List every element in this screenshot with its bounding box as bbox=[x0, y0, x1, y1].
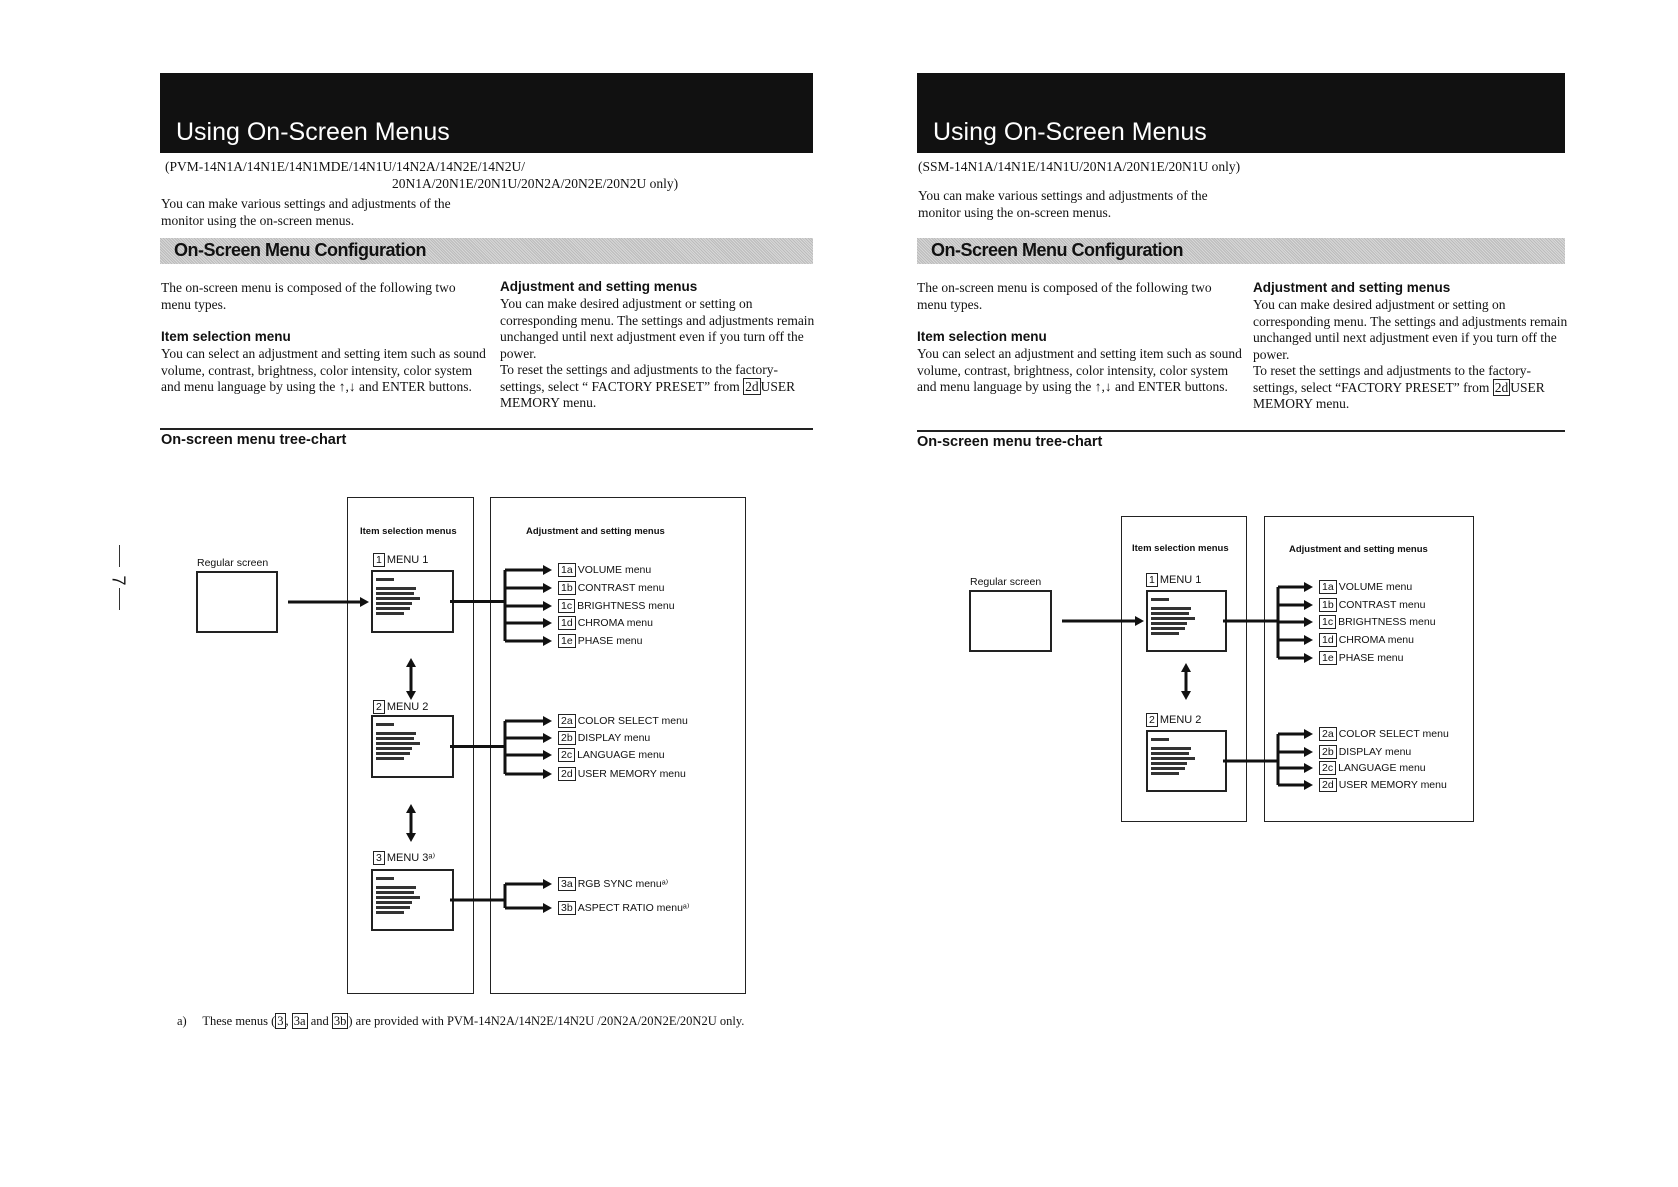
menu-tag: 1e bbox=[558, 634, 576, 648]
screen-text-line bbox=[376, 732, 416, 735]
menu-screen-thumbnail bbox=[1146, 730, 1227, 792]
footnote-text: These menus ( bbox=[202, 1014, 276, 1028]
regular-screen-box bbox=[969, 590, 1052, 652]
tree-chart-title: On-screen menu tree-chart bbox=[161, 432, 347, 448]
menu-item-label: USER MEMORY menu bbox=[577, 768, 686, 780]
menu-name: MENU 2 bbox=[1159, 714, 1202, 726]
screen-text-line bbox=[1151, 772, 1179, 775]
screen-text-line bbox=[1151, 757, 1195, 760]
menu-name: MENU 1 bbox=[1159, 574, 1202, 586]
menu-tag: 2 bbox=[373, 700, 385, 714]
menu-tag: 1d bbox=[558, 616, 576, 630]
adjustment-menu-item bbox=[558, 581, 664, 595]
screen-text-line bbox=[376, 592, 414, 595]
menu-tag: 2c bbox=[558, 748, 575, 762]
model-list-line1: (SSM-14N1A/14N1E/14N1U/20N1A/20N1E/20N1U only) bbox=[918, 159, 1241, 174]
adjustment-menu-item bbox=[1319, 761, 1426, 775]
menu-item-label: PHASE menu bbox=[577, 635, 643, 647]
adjustment-menu-item bbox=[558, 563, 651, 577]
item-selection-title: Item selection menu bbox=[161, 329, 291, 344]
model-list-line2: 20N1A/20N1E/20N1U/20N2A/20N2E/20N2U only) bbox=[392, 176, 679, 191]
menu-item-label: CONTRAST menu bbox=[1338, 599, 1426, 611]
screen-text-line bbox=[376, 877, 394, 880]
menu-tag: 1c bbox=[1319, 615, 1336, 629]
menu-tag: 3 bbox=[373, 851, 385, 865]
screen-text-line bbox=[1151, 762, 1187, 765]
adjustment-text-3: USER MEMORY menu. bbox=[500, 378, 796, 410]
menu-tag: 3b bbox=[558, 901, 576, 915]
screen-text-line bbox=[376, 911, 404, 914]
adjustment-menu-item bbox=[558, 748, 665, 762]
menu-name: MENU 2 bbox=[386, 701, 429, 713]
menu-tag: 3a bbox=[293, 1014, 306, 1028]
adjustment-text-3: USER MEMORY menu. bbox=[1253, 379, 1545, 411]
menu-label bbox=[373, 700, 428, 714]
menu-item-label: VOLUME menu bbox=[1338, 581, 1413, 593]
header-title: Using On-Screen Menus bbox=[933, 118, 1207, 146]
menu-tag: 1e bbox=[1319, 651, 1337, 665]
menu-tag: 2d bbox=[558, 767, 576, 781]
screen-text-line bbox=[1151, 767, 1185, 770]
menu-tag: 1c bbox=[558, 599, 575, 613]
menu-screen-thumbnail bbox=[1146, 590, 1227, 652]
screen-text-line bbox=[1151, 622, 1187, 625]
screen-text-line bbox=[376, 612, 404, 615]
adjustment-text-2: To reset the settings and adjustments to the factory-settings, select “FACTORY PRESET” from bbox=[1253, 363, 1531, 395]
menu-tag: 2 bbox=[1146, 713, 1158, 727]
item-selection-text: You can select an adjustment and setting item such as sound volume, contrast, brightness, color intensity, color system and menu language by using the ↑,↓ and ENTER buttons. bbox=[161, 346, 486, 394]
screen-text-line bbox=[376, 597, 420, 600]
menu-tag: 2c bbox=[1319, 761, 1336, 775]
adjustment-menu-item bbox=[1319, 727, 1449, 741]
divider bbox=[160, 428, 813, 430]
menu-label bbox=[373, 553, 428, 567]
section-heading: On-Screen Menu Configuration bbox=[917, 238, 1565, 264]
footnote-marker: a) bbox=[177, 1014, 187, 1028]
adjustment-title: Adjustment and setting menus bbox=[1253, 280, 1451, 295]
adjustment-menu-item bbox=[558, 616, 653, 630]
item-selection-heading: Item selection menus bbox=[360, 526, 457, 537]
screen-text-line bbox=[376, 607, 410, 610]
adjustment-menu-item bbox=[1319, 778, 1447, 792]
intro-text: You can make various settings and adjustments of the monitor using the on-screen menus. bbox=[918, 188, 1208, 220]
screen-text-line bbox=[376, 906, 410, 909]
menu-item-label: DISPLAY menu bbox=[577, 732, 651, 744]
adjustment-menu-item bbox=[1319, 615, 1436, 629]
item-selection-heading: Item selection menus bbox=[1132, 543, 1229, 554]
screen-text-line bbox=[1151, 752, 1189, 755]
screen-text-line bbox=[376, 723, 394, 726]
menu-tag: 2d bbox=[1319, 778, 1337, 792]
page-number-rule bbox=[119, 545, 120, 567]
adjustment-menu-item bbox=[558, 714, 688, 728]
menu-tag: 3 bbox=[277, 1014, 284, 1028]
adjustment-menu-item bbox=[558, 901, 689, 915]
screen-text-line bbox=[376, 896, 420, 899]
screen-text-line bbox=[1151, 612, 1189, 615]
adjustment-heading: Adjustment and setting menus bbox=[1289, 544, 1428, 555]
adjustment-text bbox=[1253, 297, 1568, 413]
menu-tag: 1a bbox=[558, 563, 576, 577]
menu-item-label: USER MEMORY menu bbox=[1338, 779, 1447, 791]
menu-item-label: CHROMA menu bbox=[577, 617, 653, 629]
tree-chart-title: On-screen menu tree-chart bbox=[917, 434, 1103, 450]
screen-text-line bbox=[376, 886, 416, 889]
menu-screen-thumbnail bbox=[371, 715, 454, 778]
menu-item-label: COLOR SELECT menu bbox=[577, 715, 688, 727]
screen-text-line bbox=[376, 891, 414, 894]
model-list-line1: (PVM-14N1A/14N1E/14N1MDE/14N1U/14N2A/14N2E/14N2U/ bbox=[165, 159, 525, 174]
composed-text: The on-screen menu is composed of the following two menu types. bbox=[161, 280, 456, 312]
intro-text: You can make various settings and adjustments of the monitor using the on-screen menus. bbox=[161, 196, 451, 228]
menu-tag: 2b bbox=[1319, 745, 1337, 759]
menu-item-label: PHASE menu bbox=[1338, 652, 1404, 664]
regular-screen-box bbox=[196, 571, 278, 633]
divider bbox=[917, 430, 1565, 432]
menu-tag: 2a bbox=[558, 714, 576, 728]
adjustment-text-1: You can make desired adjustment or setting on corresponding menu. The settings and adjustments remain unchanged until next adjustment even if you turn off the power. bbox=[1253, 297, 1568, 362]
screen-text-line bbox=[376, 578, 394, 581]
item-selection-title: Item selection menu bbox=[917, 329, 1047, 344]
menu-item-label: DISPLAY menu bbox=[1338, 746, 1412, 758]
adjustment-menu-item bbox=[1319, 633, 1414, 647]
menu-item-label: CONTRAST menu bbox=[577, 582, 665, 594]
composed-text: The on-screen menu is composed of the following two menu types. bbox=[917, 280, 1212, 312]
menu-name: MENU 3ᵃ⁾ bbox=[386, 852, 436, 864]
screen-text-line bbox=[1151, 627, 1185, 630]
screen-text-line bbox=[1151, 632, 1179, 635]
menu-tag: 1a bbox=[1319, 580, 1337, 594]
footnote-text: and bbox=[307, 1014, 332, 1028]
adjustment-title: Adjustment and setting menus bbox=[500, 279, 698, 294]
item-selection-text: You can select an adjustment and setting item such as sound volume, contrast, brightness, color intensity, color system and menu language by using the ↑,↓ and ENTER buttons. bbox=[917, 346, 1242, 394]
section-heading: On-Screen Menu Configuration bbox=[160, 238, 813, 264]
screen-text-line bbox=[376, 752, 410, 755]
menu-tag: 2b bbox=[558, 731, 576, 745]
menu-item-label: CHROMA menu bbox=[1338, 634, 1414, 646]
menu-item-label: BRIGHTNESS menu bbox=[577, 600, 675, 612]
regular-screen-label: Regular screen bbox=[970, 576, 1042, 588]
screen-text-line bbox=[376, 602, 412, 605]
adjustment-text-2: To reset the settings and adjustments to the factory-settings, select “ FACTORY PRESET” from bbox=[500, 362, 778, 394]
menu-screen-thumbnail bbox=[371, 570, 454, 633]
adjustment-menu-item bbox=[1319, 651, 1403, 665]
screen-text-line bbox=[1151, 738, 1169, 741]
screen-text-line bbox=[1151, 607, 1191, 610]
menu-tag: 1 bbox=[1146, 573, 1158, 587]
menu-item-label: LANGUAGE menu bbox=[1338, 762, 1426, 774]
menu-tag: 3b bbox=[333, 1014, 347, 1028]
footnote-text: ) are provided with PVM-14N2A/14N2E/14N2U /20N2A/20N2E/20N2U only. bbox=[348, 1014, 745, 1028]
menu-item-label: BRIGHTNESS menu bbox=[1338, 616, 1436, 628]
menu-tag: 3a bbox=[558, 877, 576, 891]
menu-item-label: COLOR SELECT menu bbox=[1338, 728, 1449, 740]
adjustment-menu-item bbox=[558, 599, 675, 613]
adjustment-heading: Adjustment and setting menus bbox=[526, 526, 665, 537]
menu-label bbox=[373, 851, 435, 865]
page-header-right bbox=[917, 73, 1565, 153]
adjustment-menu-item bbox=[558, 731, 650, 745]
page-header-left bbox=[160, 73, 813, 153]
screen-text-line bbox=[1151, 617, 1195, 620]
screen-text-line bbox=[1151, 598, 1169, 601]
adjustment-text bbox=[500, 296, 815, 412]
menu-tag: 2a bbox=[1319, 727, 1337, 741]
menu-tag: 1b bbox=[1319, 598, 1337, 612]
menu-label bbox=[1146, 573, 1201, 587]
screen-text-line bbox=[1151, 747, 1191, 750]
screen-text-line bbox=[376, 742, 420, 745]
menu-screen-thumbnail bbox=[371, 869, 454, 931]
screen-text-line bbox=[376, 757, 404, 760]
adjustment-text-1: You can make desired adjustment or setting on corresponding menu. The settings and adjustments remain unchanged until next adjustment even if you turn off the power. bbox=[500, 296, 815, 361]
footnote bbox=[177, 1013, 744, 1030]
screen-text-line bbox=[376, 737, 414, 740]
menu-name: MENU 1 bbox=[386, 554, 429, 566]
adjustment-menu-item bbox=[1319, 598, 1425, 612]
menu-tag: 1b bbox=[558, 581, 576, 595]
menu-tag: 2d bbox=[745, 378, 759, 394]
screen-text-line bbox=[376, 901, 412, 904]
header-title: Using On-Screen Menus bbox=[176, 118, 450, 146]
adjustment-menu-item bbox=[558, 767, 686, 781]
page-number: 7 bbox=[108, 575, 129, 586]
footnote-text: , bbox=[285, 1014, 292, 1028]
adjustment-menu-item bbox=[558, 877, 668, 891]
regular-screen-label: Regular screen bbox=[197, 557, 269, 569]
menu-tag: 2d bbox=[1494, 379, 1509, 395]
adjustment-panel bbox=[1264, 516, 1474, 822]
menu-label bbox=[1146, 713, 1201, 727]
screen-text-line bbox=[376, 587, 416, 590]
menu-tag: 1d bbox=[1319, 633, 1337, 647]
menu-item-label: ASPECT RATIO menuᵃ⁾ bbox=[577, 902, 690, 914]
page-number-rule bbox=[119, 588, 120, 610]
menu-tag: 1 bbox=[373, 553, 385, 567]
screen-text-line bbox=[376, 747, 412, 750]
menu-item-label: VOLUME menu bbox=[577, 564, 652, 576]
menu-item-label: RGB SYNC menuᵃ⁾ bbox=[577, 878, 669, 890]
adjustment-menu-item bbox=[1319, 745, 1411, 759]
menu-item-label: LANGUAGE menu bbox=[577, 749, 665, 761]
adjustment-menu-item bbox=[1319, 580, 1412, 594]
adjustment-menu-item bbox=[558, 634, 642, 648]
